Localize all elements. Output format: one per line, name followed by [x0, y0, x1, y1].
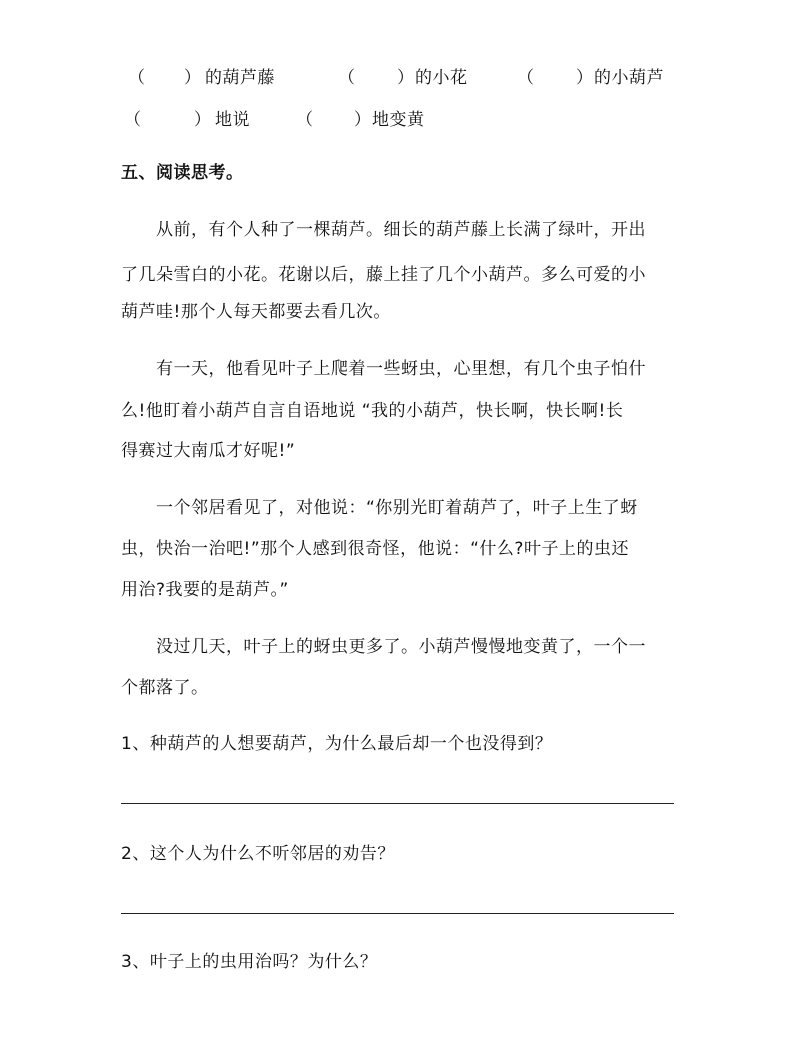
blank-close-paren: ）	[397, 68, 415, 88]
passage-line: 没过几天，叶子上的蚜虫更多了。小葫芦慢慢地变黄了，一个一	[156, 637, 646, 657]
question-1: 1、种葫芦的人想要葫芦，为什么最后却一个也没得到？	[121, 734, 553, 754]
blank-phrase: 的小花	[415, 68, 468, 88]
blank-phrase: 的葫芦藤	[205, 68, 275, 88]
answer-line-2[interactable]	[121, 913, 674, 914]
blank-phrase: 的小葫芦	[594, 68, 664, 88]
blank-close-paren: ）	[576, 68, 594, 88]
section-heading: 五、阅读思考。	[121, 163, 244, 183]
blank-close-paren: ）	[184, 68, 202, 88]
passage-line: 了几朵雪白的小花。花谢以后，藤上挂了几个小葫芦。多么可爱的小	[121, 265, 646, 285]
passage-line: 虫，快治一治吧!”那个人感到很奇怪，他说：“什么?叶子上的虫还	[121, 539, 629, 559]
blank-close-paren: ）	[194, 110, 212, 130]
blank-open-paren: （	[124, 110, 142, 130]
passage-line: 得赛过大南瓜才好呢!”	[121, 441, 296, 461]
question-2: 2、这个人为什么不听邻居的劝告？	[121, 844, 395, 864]
passage-line: 有一天，他看见叶子上爬着一些蚜虫，心里想，有几个虫子怕什	[156, 359, 646, 379]
passage-line: 葫芦哇!那个人每天都要去看几次。	[121, 302, 391, 322]
blank-phrase: 地变黄	[372, 110, 425, 130]
passage-line: 么!他盯着小葫芦自言自语地说 “我的小葫芦，快长啊，快长啊!长	[121, 401, 624, 421]
passage-line: 用治?我要的是葫芦。”	[121, 580, 289, 600]
passage-line: 一个邻居看见了，对他说：“你别光盯着葫芦了，叶子上生了蚜	[156, 498, 638, 518]
blank-open-paren: （	[338, 68, 356, 88]
question-3: 3、叶子上的虫用治吗？为什么？	[121, 952, 378, 972]
blank-open-paren: （	[517, 68, 535, 88]
blank-open-paren: （	[296, 110, 314, 130]
blank-phrase: 地说	[215, 110, 250, 130]
blank-close-paren: ）	[354, 110, 372, 130]
passage-line: 从前，有个人种了一棵葫芦。细长的葫芦藤上长满了绿叶，开出	[156, 220, 646, 240]
passage-line: 个都落了。	[121, 678, 209, 698]
blank-open-paren: （	[128, 68, 146, 88]
answer-line-1[interactable]	[121, 803, 674, 804]
